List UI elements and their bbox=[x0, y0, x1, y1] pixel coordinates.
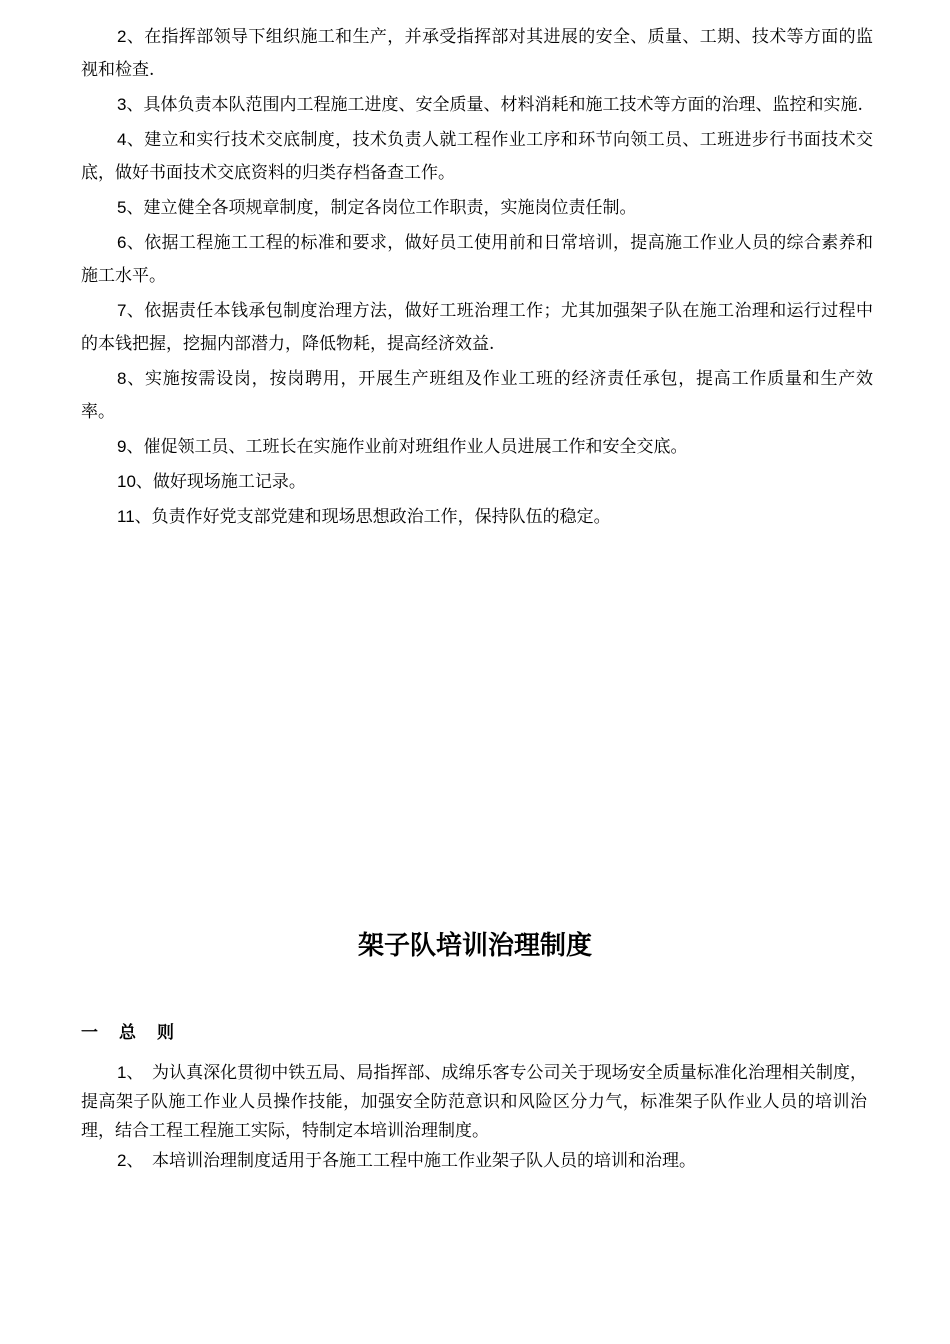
paragraph-item-9 bbox=[81, 430, 873, 464]
item-number: 3 bbox=[117, 95, 127, 114]
item-number: 4 bbox=[117, 130, 127, 149]
item-text: 、负责作好党支部党建和现场思想政治工作，保持队伍的稳定。 bbox=[134, 507, 611, 527]
item-text: 、催促领工员、工班长在实施作业前对班组作业人员进展工作和安全交底。 bbox=[126, 437, 688, 457]
section-heading: 一 总 则 bbox=[81, 1023, 176, 1043]
provision-item-2 bbox=[81, 1146, 867, 1176]
item-text: 、依据责任本钱承包制度治理方法，做好工班治理工作；尤其加强架子队在施工治理和运行过程中的本钱把握，挖掘内部潜力，降低物耗，提高经济效益. bbox=[81, 301, 873, 354]
document-title: 架子队培训治理制度 bbox=[357, 931, 592, 961]
paragraph-item-7 bbox=[81, 294, 873, 361]
item-number: 8 bbox=[117, 369, 127, 388]
responsibilities-list bbox=[81, 20, 873, 534]
item-number: 7 bbox=[117, 301, 127, 320]
item-text: 、实施按需设岗，按岗聘用，开展生产班组及作业工班的经济责任承包，提高工作质量和生产效率。 bbox=[81, 369, 873, 422]
general-provisions bbox=[81, 1058, 867, 1176]
item-text: 、做好现场施工记录。 bbox=[135, 472, 306, 492]
item-text: 、具体负责本队范围内工程施工进度、安全质量、材料消耗和施工技术等方面的治理、监控和实施. bbox=[126, 95, 863, 115]
item-text: 、建立和实行技术交底制度，技术负责人就工程作业工序和环节向领工员、工班进步行书面技术交底，做好书面技术交底资料的归类存档备查工作。 bbox=[81, 130, 873, 183]
paragraph-item-5 bbox=[81, 191, 873, 225]
paragraph-item-6 bbox=[81, 226, 873, 293]
paragraph-item-8 bbox=[81, 362, 873, 429]
item-number: 10 bbox=[117, 472, 136, 491]
item-number: 1 bbox=[117, 1063, 127, 1082]
paragraph-item-3 bbox=[81, 88, 873, 122]
paragraph-item-4 bbox=[81, 123, 873, 190]
paragraph-item-11 bbox=[81, 500, 873, 534]
item-text: 、在指挥部领导下组织施工和生产，并承受指挥部对其进展的安全、质量、工期、技术等方面的监视和检查. bbox=[81, 27, 873, 80]
item-text: 、 本培训治理制度适用于各施工工程中施工作业架子队人员的培训和治理。 bbox=[126, 1151, 696, 1171]
provision-item-1 bbox=[81, 1058, 867, 1146]
item-text: 、建立健全各项规章制度，制定各岗位工作职责，实施岗位责任制。 bbox=[126, 198, 637, 218]
item-number: 2 bbox=[117, 1151, 127, 1170]
item-number: 9 bbox=[117, 437, 127, 456]
item-text: 、依据工程施工工程的标准和要求，做好员工使用前和日常培训，提高施工作业人员的综合素养和施工水平。 bbox=[81, 233, 873, 286]
paragraph-item-10 bbox=[81, 465, 873, 499]
item-number: 11 bbox=[117, 507, 135, 526]
item-number: 2 bbox=[117, 27, 127, 46]
item-number: 6 bbox=[117, 233, 127, 252]
item-number: 5 bbox=[117, 198, 127, 217]
paragraph-item-2 bbox=[81, 20, 873, 87]
item-text: 、 为认真深化贯彻中铁五局、局指挥部、成绵乐客专公司关于现场安全质量标准化治理相关制度，提高架子队施工作业人员操作技能，加强安全防范意识和风险区分力气，标准架子队作业人员的培训治理，结合工程工程施工实际，特制定本培训治理制度。 bbox=[81, 1063, 867, 1141]
